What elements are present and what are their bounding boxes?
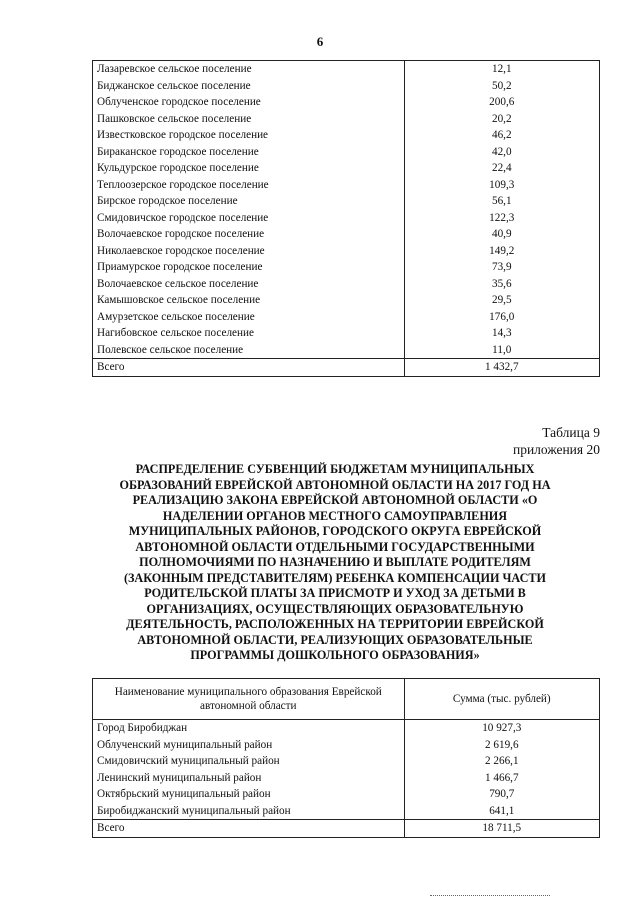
row-value: 11,0 xyxy=(404,342,599,359)
total-label: Всего xyxy=(93,820,405,838)
row-name: Приамурское городское поселение xyxy=(93,259,405,276)
table-heading: РАСПРЕДЕЛЕНИЕ СУБВЕНЦИЙ БЮДЖЕТАМ МУНИЦИПАЛЬНЫХ ОБРАЗОВАНИЙ ЕВРЕЙСКОЙ АВТОНОМНОЙ ОБЛАСТИ НА 2017 ГОД НА РЕАЛИЗАЦИЮ ЗАКОНА ЕВРЕЙСКОЙ АВТОНОМНОЙ ОБЛАСТИ «О НАДЕЛЕНИИ ОРГАНОВ МЕСТНОГО САМОУПРАВЛЕНИЯ МУНИЦИПАЛЬНЫХ РАЙОНОВ, ГОРОДСКОГО ОКРУГА ЕВРЕЙСКОЙ АВТОНОМНОЙ ОБЛАСТИ ОТДЕЛЬНЫМИ ГОСУДАРСТВЕННЫМИ ПОЛНОМОЧИЯМИ ПО НАЗНАЧЕНИЮ И ВЫПЛАТЕ РОДИТЕЛЯМ (ЗАКОННЫМ ПРЕДСТАВИТЕЛЯМ) РЕБЕНКА КОМПЕНСАЦИИ ЧАСТИ РОДИТЕЛЬСКОЙ ПЛАТЫ ЗА ПРИСМОТР И УХОД ЗА ДЕТЬМИ В ОРГАНИЗАЦИЯХ, ОСУЩЕСТВЛЯЮЩИХ ОБРАЗОВАТЕЛЬНУЮ ДЕЯТЕЛЬНОСТЬ, РАСПОЛОЖЕННЫХ НА ТЕРРИТОРИИ ЕВРЕЙСКОЙ АВТОНОМНОЙ ОБЛАСТИ, РЕАЛИЗУЮЩИХ ОБРАЗОВАТЕЛЬНЫЕ ПРОГРАММЫ ДОШКОЛЬНОГО ОБРАЗОВАНИЯ» xyxy=(119,462,551,662)
appendix-reference: приложения 20 xyxy=(512,442,600,457)
page-number: 6 xyxy=(316,34,324,49)
table-row xyxy=(93,803,600,820)
total-row xyxy=(93,359,600,377)
row-name: Волочаевское сельское поселение xyxy=(93,276,405,293)
settlements-table-body xyxy=(93,61,600,377)
row-value: 790,7 xyxy=(404,786,599,803)
subvention-table-body xyxy=(93,720,600,838)
row-value: 40,9 xyxy=(404,226,599,243)
subvention-table xyxy=(92,678,600,838)
row-name: Волочаевское городское поселение xyxy=(93,226,405,243)
row-value: 20,2 xyxy=(404,111,599,128)
table-row xyxy=(93,770,600,787)
row-value: 29,5 xyxy=(404,292,599,309)
row-name: Камышовское сельское поселение xyxy=(93,292,405,309)
row-value: 42,0 xyxy=(404,144,599,161)
total-label: Всего xyxy=(93,359,405,377)
table-number: Таблица 9 xyxy=(542,425,600,440)
table-row xyxy=(93,226,600,243)
row-name: Биробиджанский муниципальный район xyxy=(93,803,405,820)
row-name: Нагибовское сельское поселение xyxy=(93,325,405,342)
table-row xyxy=(93,111,600,128)
row-value: 22,4 xyxy=(404,160,599,177)
row-name: Известковское городское поселение xyxy=(93,127,405,144)
row-name: Полевское сельское поселение xyxy=(93,342,405,359)
table-row xyxy=(93,737,600,754)
total-value: 1 432,7 xyxy=(404,359,599,377)
row-value: 641,1 xyxy=(404,803,599,820)
table-row xyxy=(93,144,600,161)
header-sum: Сумма (тыс. рублей) xyxy=(404,679,599,720)
table-row xyxy=(93,720,600,737)
row-name: Амурзетское сельское поселение xyxy=(93,309,405,326)
row-value: 56,1 xyxy=(404,193,599,210)
row-name: Кульдурское городское поселение xyxy=(93,160,405,177)
table-row xyxy=(93,94,600,111)
table-row xyxy=(93,193,600,210)
row-value: 200,6 xyxy=(404,94,599,111)
row-name: Лазаревское сельское поселение xyxy=(93,61,405,78)
row-value: 12,1 xyxy=(404,61,599,78)
row-name: Облученское городское поселение xyxy=(93,94,405,111)
footer-divider xyxy=(430,895,550,896)
row-name: Октябрьский муниципальный район xyxy=(93,786,405,803)
row-name: Смидовичский муниципальный район xyxy=(93,753,405,770)
table-row xyxy=(93,325,600,342)
row-value: 35,6 xyxy=(404,276,599,293)
table-row xyxy=(93,61,600,78)
table-row xyxy=(93,276,600,293)
header-name: Наименование муниципального образования Еврейской автономной области xyxy=(93,679,405,720)
row-name: Теплоозерское городское поселение xyxy=(93,177,405,194)
row-value: 149,2 xyxy=(404,243,599,260)
table-header-row xyxy=(93,679,600,720)
total-row xyxy=(93,820,600,838)
table-row xyxy=(93,210,600,227)
row-name: Ленинский муниципальный район xyxy=(93,770,405,787)
row-value: 122,3 xyxy=(404,210,599,227)
row-value: 2 619,6 xyxy=(404,737,599,754)
settlements-table xyxy=(92,60,600,377)
row-name: Пашковское сельское поселение xyxy=(93,111,405,128)
table-row xyxy=(93,342,600,359)
row-value: 109,3 xyxy=(404,177,599,194)
row-name: Смидовичское городское поселение xyxy=(93,210,405,227)
row-value: 1 466,7 xyxy=(404,770,599,787)
total-value: 18 711,5 xyxy=(404,820,599,838)
row-value: 10 927,3 xyxy=(404,720,599,737)
table-row xyxy=(93,786,600,803)
row-name: Город Биробиджан xyxy=(93,720,405,737)
row-name: Бирское городское поселение xyxy=(93,193,405,210)
row-value: 176,0 xyxy=(404,309,599,326)
table-row xyxy=(93,243,600,260)
table-row xyxy=(93,177,600,194)
table-row xyxy=(93,160,600,177)
table-row xyxy=(93,78,600,95)
table-row xyxy=(93,309,600,326)
table-row xyxy=(93,292,600,309)
row-name: Николаевское городское поселение xyxy=(93,243,405,260)
row-value: 14,3 xyxy=(404,325,599,342)
table-row xyxy=(93,127,600,144)
row-name: Бираканское городское поселение xyxy=(93,144,405,161)
row-value: 50,2 xyxy=(404,78,599,95)
table-row xyxy=(93,259,600,276)
table-row xyxy=(93,753,600,770)
row-value: 73,9 xyxy=(404,259,599,276)
row-name: Облученский муниципальный район xyxy=(93,737,405,754)
row-value: 46,2 xyxy=(404,127,599,144)
table-caption xyxy=(513,424,600,458)
row-name: Биджанское сельское поселение xyxy=(93,78,405,95)
row-value: 2 266,1 xyxy=(404,753,599,770)
